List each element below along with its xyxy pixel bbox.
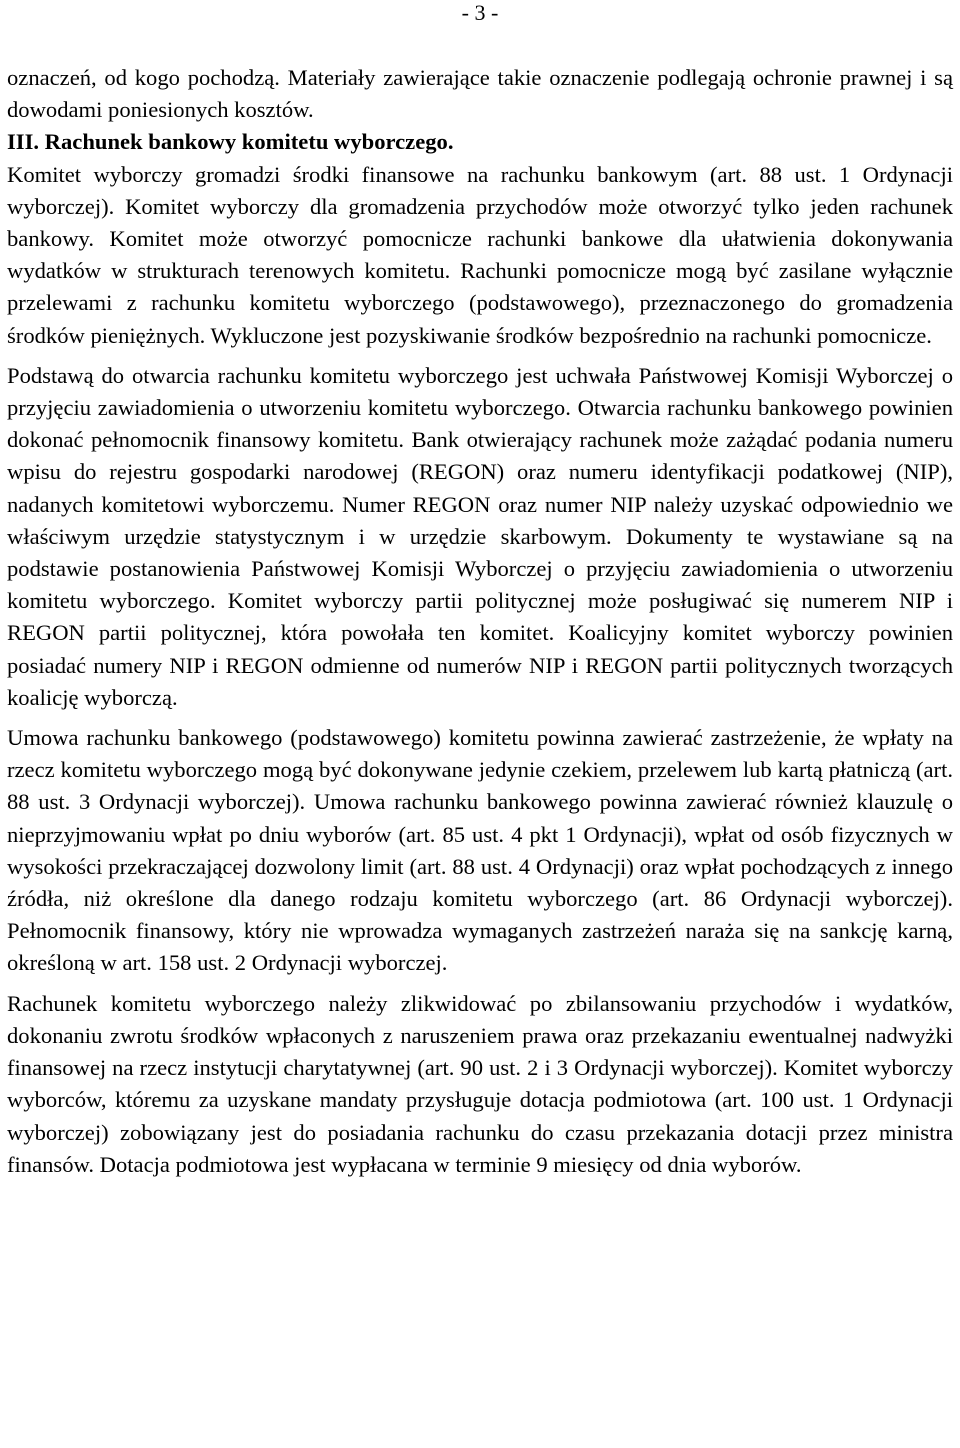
section-heading: III. Rachunek bankowy komitetu wyborczego. xyxy=(7,129,454,155)
paragraph-account-opening: Podstawą do otwarcia rachunku komitetu wyborczego jest uchwała Państwowej Komisji Wyborczej o przyjęciu zawiadomienia o utworzeniu komitetu wyborczego. Otwarcia rachunku bankowego powinien dokonać pełnomocnik finansowy komitetu. Bank otwierający rachunek może zażądać podania numeru wpisu do rejestru gospodarki narodowej (REGON) oraz numeru identyfikacji podatkowej (NIP), nadanych komitetowi wyborczemu. Numer REGON oraz numer NIP należy uzyskać odpowiednio we właściwym urzędzie statystycznym i w urzędzie skarbowym. Dokumenty te wystawiane są na podstawie postanowienia Państwowej Komisji Wyborczej o przyjęciu zawiadomienia o utworzeniu komitetu wyborczego. Komitet wyborczy partii politycznej może posługiwać się numerem NIP i REGON partii politycznej, która powołała ten komitet. Koalicyjny komitet wyborczy powinien posiadać numery NIP i REGON odmienne od numerów NIP i REGON partii politycznych tworzących koalicję wyborczą. xyxy=(7,362,953,710)
page-number: - 3 - xyxy=(461,0,499,25)
paragraph-account-agreement: Umowa rachunku bankowego (podstawowego) komitetu powinna zawierać zastrzeżenie, że wpłaty na rzecz komitetu wyborczego mogą być dokonywane jedynie czekiem, przelewem lub kartą płatniczą (art. 88 ust. 3 Ordynacji wyborczej). Umowa rachunku bankowego powinna zawierać również klauzulę o nieprzyjmowaniu wpłat po dniu wyborów (art. 85 ust. 4 pkt 1 Ordynacji), wpłat od osób fizycznych w wysokości przekraczającej dozwolony limit (art. 88 ust. 4 Ordynacji) oraz wpłat pochodzących z innego źródła, niż określone dla danego rodzaju komitetu wyborczego (art. 86 Ordynacji wyborczej). Pełnomocnik finansowy, który nie wprowadza wymaganych zastrzeżeń naraża się na sankcję karną, określoną w art. 158 ust. 2 Ordynacji wyborczej. xyxy=(7,725,953,976)
paragraph-continuation: oznaczeń, od kogo pochodzą. Materiały zawierające takie oznaczenie podlegają ochronie prawnej i są dowodami poniesionych kosztów. xyxy=(7,65,953,123)
document-body xyxy=(7,62,953,1181)
paragraph-account-closing: Rachunek komitetu wyborczego należy zlikwidować po zbilansowaniu przychodów i wydatków, dokonaniu zwrotu środków wpłaconych z naruszeniem prawa oraz przekazaniu ewentualnej nadwyżki finansowej na rzecz instytucji charytatywnej (art. 90 ust. 2 i 3 Ordynacji wyborczej). Komitet wyborczy wyborców, któremu za uzyskane mandaty przysługuje dotacja podmiotowa (art. 100 ust. 1 Ordynacji wyborczej) zobowiązany jest do posiadania rachunku do czasu przekazania dotacji przez ministra finansów. Dotacja podmiotowa jest wypłacana w terminie 9 miesięcy od dnia wyborów. xyxy=(7,990,953,1177)
paragraph-bank-account: Komitet wyborczy gromadzi środki finansowe na rachunku bankowym (art. 88 ust. 1 Ordynacji wyborczej). Komitet wyborczy dla gromadzenia przychodów może otworzyć tylko jeden rachunek bankowy. Komitet może otworzyć pomocnicze rachunki bankowe dla ułatwienia dokonywania wydatków w strukturach terenowych komitetu. Rachunki pomocnicze mogą być zasilane wyłącznie przelewami z rachunku komitetu wyborczego (podstawowego), przeznaczonego do gromadzenia środków pieniężnych. Wykluczone jest pozyskiwanie środków bezpośrednio na rachunki pomocnicze. xyxy=(7,161,953,348)
